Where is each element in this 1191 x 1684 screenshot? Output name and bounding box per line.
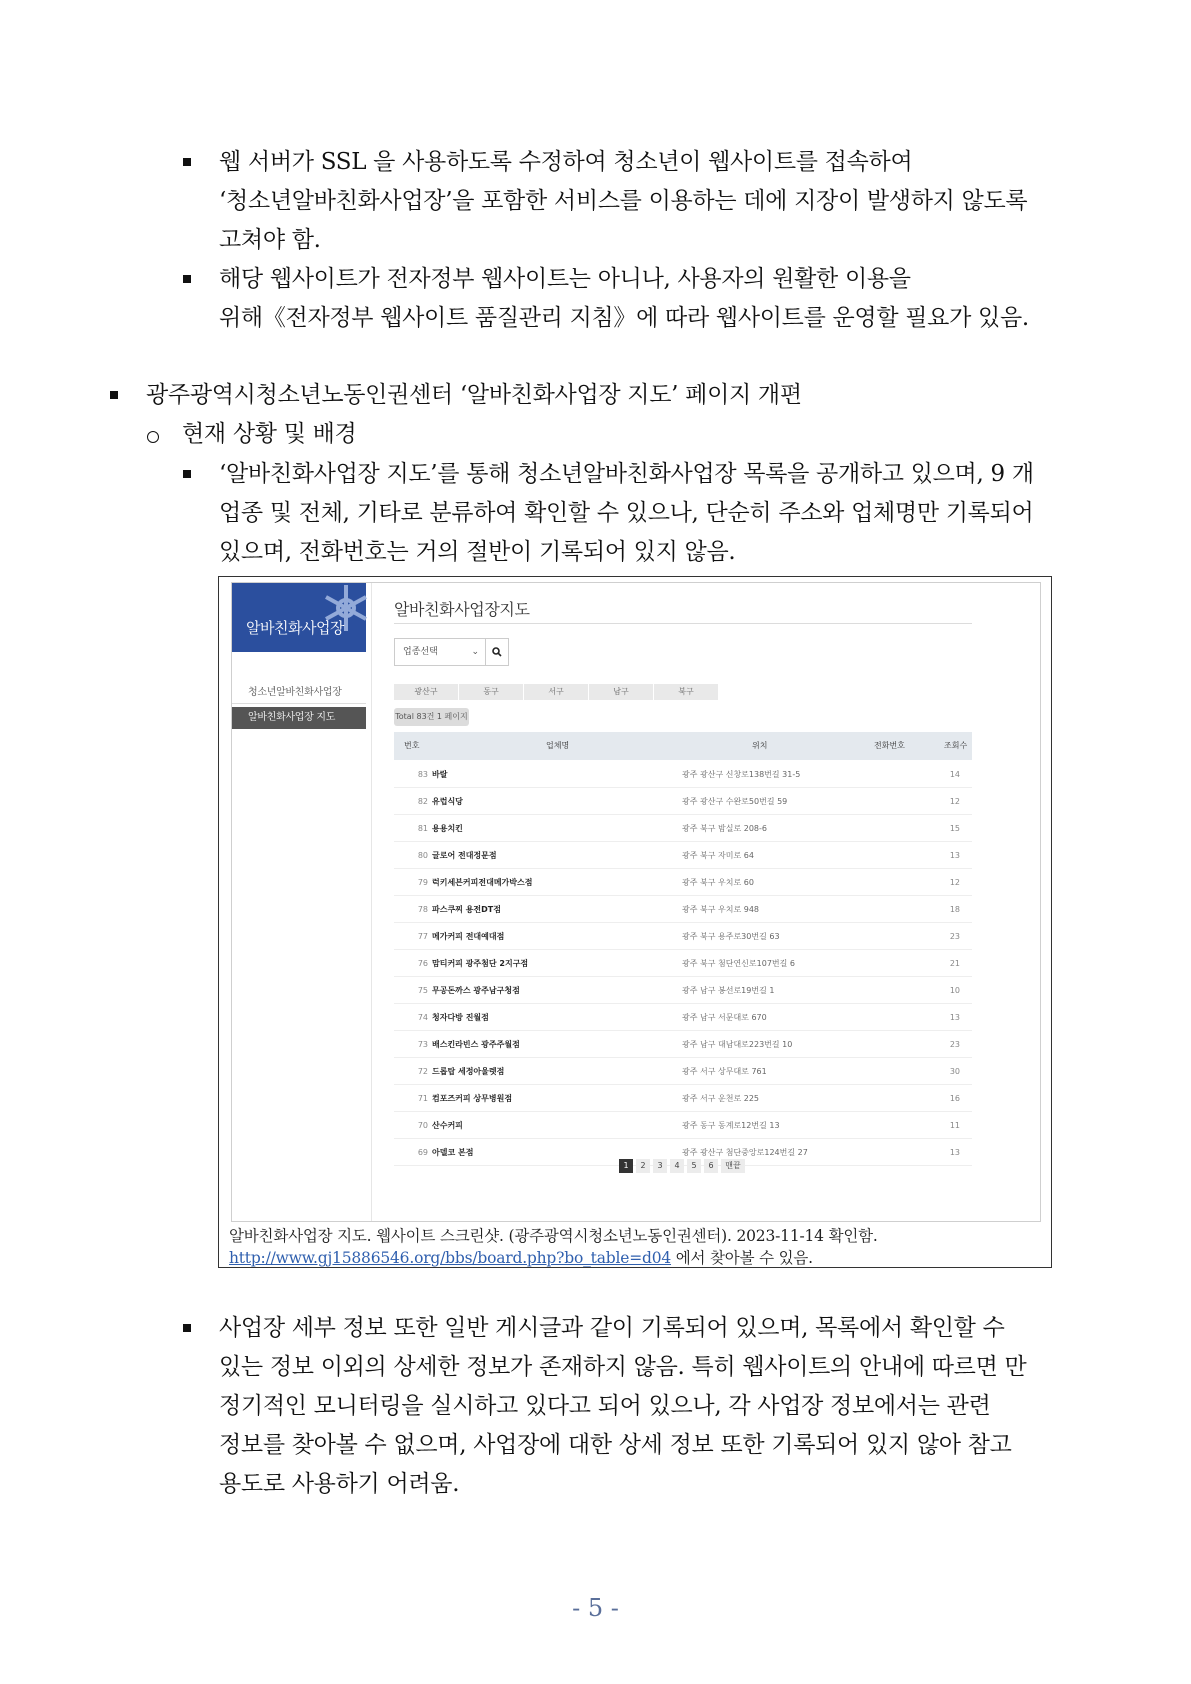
row-name: 아델코 본점: [432, 1148, 474, 1157]
page-6-button[interactable]: 6: [704, 1159, 718, 1173]
bullet-square: [183, 1324, 191, 1332]
header-name: 업체명: [546, 741, 570, 750]
last-page-button[interactable]: 맨끝: [721, 1159, 745, 1173]
row-location: 광주 북구 우치로 60: [682, 878, 754, 887]
row-views: 13: [949, 1148, 960, 1157]
table-row[interactable]: [394, 1033, 972, 1058]
para3-line1: ‘알바친화사업장 지도’를 통해 청소년알바친화사업장 목록을 공개하고 있으며, 9 개: [219, 461, 1034, 487]
row-views: 10: [949, 986, 960, 995]
row-views: 21: [949, 959, 960, 968]
row-number: 80: [417, 851, 428, 860]
row-number: 76: [417, 959, 428, 968]
row-number: 79: [417, 878, 428, 887]
row-number: 75: [417, 986, 428, 995]
header-views: 조회수: [944, 741, 968, 750]
caption-link[interactable]: http://www.gj15886546.org/bbs/board.php?bo_table=d04: [229, 1249, 672, 1267]
row-number: 83: [417, 770, 428, 779]
para4-line1: 사업장 세부 정보 또한 일반 게시글과 같이 기록되어 있으며, 목록에서 확인할 수: [219, 1315, 1005, 1341]
bullet-circle: [147, 431, 159, 443]
row-name: 드롭탑 세정아울렛점: [432, 1067, 505, 1076]
row-location: 광주 남구 서문대로 670: [682, 1013, 767, 1022]
row-location: 광주 광산구 신창로138번길 31-5: [682, 770, 801, 779]
row-views: 13: [949, 851, 960, 860]
page-1-button[interactable]: 1: [619, 1159, 633, 1173]
figure-screenshot: [218, 576, 1052, 1268]
page-5-button[interactable]: 5: [687, 1159, 701, 1173]
sidebar-item-map[interactable]: 알바친화사업장 지도: [232, 707, 366, 729]
bullet-square: [110, 391, 118, 399]
caption-line2: [229, 1247, 878, 1269]
search-button[interactable]: [485, 638, 509, 666]
category-select-label: 업종선택: [403, 647, 438, 657]
header-phone: 전화번호: [874, 741, 905, 750]
section-heading: 광주광역시청소년노동인권센터 ‘알바친화사업장 지도’ 페이지 개편: [146, 382, 802, 408]
page-3-button[interactable]: 3: [653, 1159, 667, 1173]
bullet-square: [183, 470, 191, 478]
row-location: 광주 남구 봉선로19번길 1: [682, 986, 775, 995]
row-location: 광주 광산구 첨단중앙로124번길 27: [682, 1148, 808, 1157]
table-row[interactable]: [394, 1114, 972, 1139]
table-row[interactable]: [394, 1006, 972, 1031]
row-location: 광주 서구 운천로 225: [682, 1094, 759, 1103]
search-icon: [492, 647, 502, 657]
row-number: 82: [417, 797, 428, 806]
row-views: 15: [949, 824, 960, 833]
row-views: 12: [949, 797, 960, 806]
row-name: 바랄: [432, 770, 448, 779]
para1-line3: 고쳐야 함.: [219, 227, 321, 253]
row-name: 산수커피: [432, 1121, 463, 1130]
row-number: 78: [417, 905, 428, 914]
caption-line1: 알바친화사업장 지도. 웹사이트 스크린샷. (광주광역시청소년노동인권센터). 2023-11-14 확인함.: [229, 1227, 878, 1245]
row-number: 72: [417, 1067, 428, 1076]
figure-caption: [229, 1225, 878, 1269]
para3-line2: 업종 및 전체, 기타로 분류하여 확인할 수 있으나, 단순히 주소와 업체명만 기록되어: [219, 500, 1034, 526]
row-views: 18: [949, 905, 960, 914]
para4-line3: 정기적인 모니터링을 실시하고 있다고 되어 있으나, 각 사업장 정보에서는 관련: [219, 1393, 991, 1419]
table-row[interactable]: [394, 925, 972, 950]
page-4-button[interactable]: 4: [670, 1159, 684, 1173]
para3-line3: 있으며, 전화번호는 거의 절반이 기록되어 있지 않음.: [219, 539, 736, 565]
category-select[interactable]: [394, 638, 486, 666]
row-name: 용용치킨: [432, 824, 463, 833]
row-number: 73: [417, 1040, 428, 1049]
table-row[interactable]: [394, 871, 972, 896]
table-row[interactable]: [394, 817, 972, 842]
chevron-down-icon: ⌄: [471, 647, 479, 657]
row-name: 글로어 전대정문점: [432, 851, 497, 860]
para2-line2: 위해《전자정부 웹사이트 품질관리 지침》에 따라 웹사이트를 운영할 필요가 있음.: [219, 305, 1029, 331]
header-location: 위치: [752, 741, 768, 750]
row-name: 배스킨라빈스 광주주월점: [432, 1040, 520, 1049]
page-number: - 5 -: [572, 1594, 619, 1622]
district-tab-gwangsan[interactable]: 광산구: [394, 684, 459, 700]
district-tab-buk[interactable]: 북구: [654, 684, 719, 700]
row-location: 광주 광산구 수완로50번길 59: [682, 797, 788, 806]
row-number: 77: [417, 932, 428, 941]
row-views: 13: [949, 1013, 960, 1022]
row-location: 광주 북구 용주로30번길 63: [682, 932, 780, 941]
sidebar-title: 알바친화사업장: [246, 619, 344, 637]
page-2-button[interactable]: 2: [636, 1159, 650, 1173]
row-name: 럭키세븐커피전대메가박스점: [432, 878, 533, 887]
para1-line1: 웹 서버가 SSL 을 사용하도록 수정하여 청소년이 웹사이트를 접속하여: [219, 149, 913, 175]
para4-line5: 용도로 사용하기 어려움.: [219, 1471, 460, 1497]
row-views: 11: [949, 1121, 960, 1130]
row-location: 광주 북구 밤실로 208-6: [682, 824, 767, 833]
bullet-square: [183, 158, 191, 166]
table-row[interactable]: [394, 979, 972, 1004]
district-tab-nam[interactable]: 남구: [589, 684, 654, 700]
table-row[interactable]: [394, 844, 972, 869]
table-row[interactable]: [394, 952, 972, 977]
sidebar-header: [232, 583, 366, 652]
row-location: 광주 북구 자미로 64: [682, 851, 754, 860]
row-number: 81: [417, 824, 428, 833]
row-number: 70: [417, 1121, 428, 1130]
district-tab-seo[interactable]: 서구: [524, 684, 589, 700]
row-name: 파스쿠찌 용전DT점: [432, 905, 501, 914]
row-location: 광주 남구 대남대로223번길 10: [682, 1040, 793, 1049]
row-name: 컴포즈커피 상무병원점: [432, 1094, 513, 1103]
row-name: 맘티커피 광주첨단 2지구점: [432, 959, 529, 968]
para4-line4: 정보를 찾아볼 수 없으며, 사업장에 대한 상세 정보 또한 기록되어 있지 않아 참고: [219, 1432, 1012, 1458]
row-views: 23: [949, 932, 960, 941]
sidebar-item-youth-workplaces[interactable]: 청소년알바친화사업장: [232, 682, 366, 704]
row-name: 청자다방 진월점: [432, 1013, 489, 1022]
row-views: 23: [949, 1040, 960, 1049]
table-row[interactable]: [394, 790, 972, 815]
row-name: 메가커피 전대예대점: [432, 932, 505, 941]
para4-line2: 있는 정보 이외의 상세한 정보가 존재하지 않음. 특히 웹사이트의 안내에 따르면 만: [219, 1354, 1027, 1380]
row-views: 12: [949, 878, 960, 887]
para1-line2: ‘청소년알바친화사업장’을 포함한 서비스를 이용하는 데에 지장이 발생하지 않도록: [219, 188, 1028, 214]
table-row[interactable]: [394, 763, 972, 788]
row-number: 74: [417, 1013, 428, 1022]
row-views: 16: [949, 1094, 960, 1103]
row-views: 30: [949, 1067, 960, 1076]
sidebar-divider: [371, 583, 372, 1221]
table-row[interactable]: [394, 1087, 972, 1112]
para2-line1: 해당 웹사이트가 전자정부 웹사이트는 아니나, 사용자의 원활한 이용을: [219, 266, 911, 292]
header-no: 번호: [404, 741, 420, 750]
table-row[interactable]: [394, 1060, 972, 1085]
row-number: 71: [417, 1094, 428, 1103]
title-divider: [394, 623, 972, 624]
row-location: 광주 북구 우치로 948: [682, 905, 759, 914]
row-name: 유럽식당: [432, 797, 463, 806]
caption-suffix: 에서 찾아볼 수 있음.: [671, 1249, 813, 1267]
row-views: 14: [949, 770, 960, 779]
row-location: 광주 서구 상무대로 761: [682, 1067, 767, 1076]
subheading: 현재 상황 및 배경: [182, 421, 357, 447]
total-count-badge: Total 83건 1 페이지: [394, 708, 469, 726]
row-location: 광주 동구 동계로12번길 13: [682, 1121, 780, 1130]
bullet-square: [183, 275, 191, 283]
row-number: 69: [417, 1148, 428, 1157]
row-name: 무공돈까스 광주남구청점: [432, 986, 520, 995]
row-location: 광주 북구 첨단연신로107번길 6: [682, 959, 795, 968]
page-title: 알바친화사업장지도: [394, 600, 530, 619]
table-row[interactable]: [394, 898, 972, 923]
website-screenshot: [231, 582, 1041, 1222]
table-header: [394, 732, 972, 760]
district-tab-dong[interactable]: 동구: [459, 684, 524, 700]
